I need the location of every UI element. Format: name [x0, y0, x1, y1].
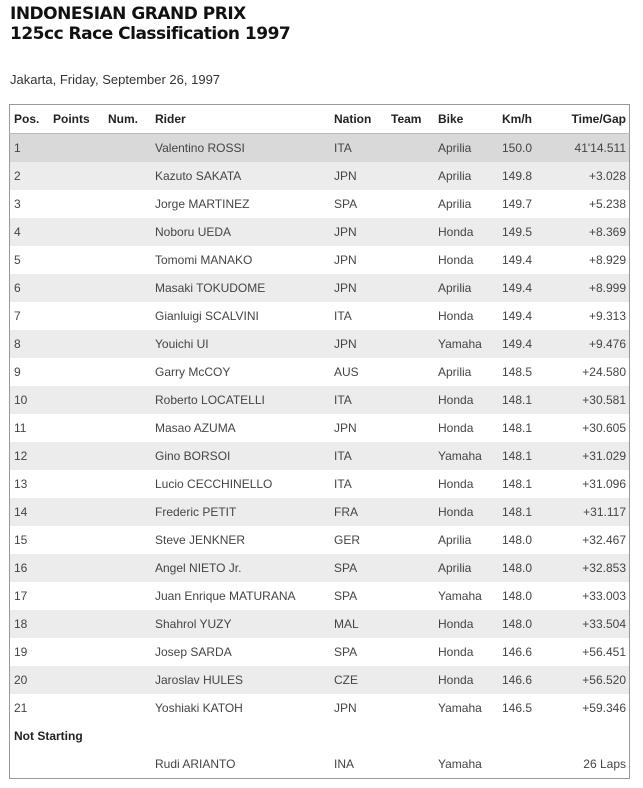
cell-speed: 149.4 [502, 309, 533, 323]
cell-bike: Honda [438, 218, 502, 246]
cell-time-gap: +8.929 [588, 253, 626, 267]
cell-time-gap: 26 Laps [583, 757, 626, 771]
cell-bike: Honda [438, 386, 502, 414]
table-row [10, 442, 630, 470]
table-row [10, 386, 630, 414]
cell-speed: 148.0 [502, 610, 550, 638]
cell-points [53, 134, 108, 163]
cell-points [53, 190, 108, 218]
cell-team [391, 470, 438, 498]
cell-time-gap: +56.451 [582, 645, 626, 659]
cell-bike: Aprilia [438, 365, 472, 379]
cell-nation: ITA [334, 134, 391, 163]
cell-team [391, 750, 438, 779]
cell-team [391, 610, 438, 638]
cell-num [108, 386, 155, 414]
cell-bike: Honda [438, 309, 474, 323]
table-row [10, 302, 630, 330]
cell-time-gap: +9.476 [550, 330, 630, 358]
cell-speed: 148.1 [502, 442, 550, 470]
cell-bike: Yamaha [438, 442, 502, 470]
cell-bike: Honda [438, 253, 474, 267]
cell-rider: Lucio CECCHINELLO [155, 477, 273, 491]
cell-team [391, 638, 438, 666]
cell-speed: 149.4 [502, 253, 533, 267]
cell-rider: Jaroslav HULES [155, 666, 334, 694]
cell-nation: GER [334, 533, 361, 547]
table-row [10, 190, 630, 218]
cell-nation: JPN [334, 421, 357, 435]
cell-points [53, 218, 108, 246]
cell-num [108, 414, 155, 442]
cell-team [391, 162, 438, 190]
cell-speed: 148.1 [502, 498, 550, 526]
cell-bike: Yamaha [438, 589, 482, 603]
table-row [10, 358, 630, 386]
cell-rider: Shahrol YUZY [155, 610, 334, 638]
cell-bike: Honda [438, 645, 474, 659]
cell-speed: 149.7 [502, 197, 533, 211]
cell-team [391, 414, 438, 442]
cell-speed: 148.5 [502, 365, 533, 379]
cell-nation: SPA [334, 589, 358, 603]
column-header-points: Points [53, 105, 108, 134]
cell-rider: Valentino ROSSI [155, 134, 334, 163]
cell-pos: 14 [10, 498, 54, 526]
cell-rider: Gianluigi SCALVINI [155, 309, 259, 323]
cell-team [391, 666, 438, 694]
cell-pos: 13 [14, 477, 28, 491]
cell-num [108, 694, 155, 722]
cell-rider: Jorge MARTINEZ [155, 197, 250, 211]
cell-num [108, 302, 155, 330]
cell-time-gap: +8.369 [550, 218, 630, 246]
not-starting-section [10, 722, 630, 750]
cell-team [391, 302, 438, 330]
cell-num [108, 218, 155, 246]
cell-speed: 148.1 [502, 477, 533, 491]
not-starting-label: Not Starting [14, 729, 83, 743]
cell-team [391, 694, 438, 722]
cell-rider: Kazuto SAKATA [155, 162, 334, 190]
table-row [10, 554, 630, 582]
cell-speed: 148.1 [502, 386, 550, 414]
column-header-rider: Rider [155, 105, 334, 134]
cell-time-gap: +56.520 [550, 666, 630, 694]
cell-pos [10, 750, 54, 779]
cell-bike: Honda [438, 610, 502, 638]
column-header-speed: Km/h [502, 105, 550, 134]
cell-team [391, 358, 438, 386]
cell-team [391, 442, 438, 470]
column-header-team: Team [391, 105, 438, 134]
table-row [10, 582, 630, 610]
cell-rider: Frederic PETIT [155, 498, 334, 526]
cell-num [108, 750, 155, 779]
cell-nation: JPN [334, 218, 391, 246]
cell-nation: JPN [334, 330, 391, 358]
cell-pos: 1 [10, 134, 54, 163]
cell-team [391, 330, 438, 358]
event-subtitle: Jakarta, Friday, September 26, 1997 [10, 72, 221, 87]
cell-num [108, 498, 155, 526]
cell-time-gap: +30.605 [582, 421, 626, 435]
cell-nation: MAL [334, 610, 391, 638]
cell-speed: 148.1 [502, 421, 533, 435]
table-row [10, 134, 630, 163]
cell-time-gap: +33.504 [550, 610, 630, 638]
column-header-pos: Pos. [10, 105, 54, 134]
cell-bike: Honda [438, 477, 474, 491]
cell-time-gap: +30.581 [550, 386, 630, 414]
cell-nation: ITA [334, 442, 391, 470]
table-row [10, 610, 630, 638]
cell-points [53, 582, 108, 610]
cell-num [108, 554, 155, 582]
cell-bike: Yamaha [438, 757, 482, 771]
cell-time-gap: +5.238 [588, 197, 626, 211]
cell-points [53, 694, 108, 722]
cell-rider: Masaki TOKUDOME [155, 274, 334, 302]
cell-pos: 16 [10, 554, 54, 582]
table-row [10, 470, 630, 498]
cell-points [53, 470, 108, 498]
cell-num [108, 358, 155, 386]
cell-rider: Josep SARDA [155, 645, 232, 659]
cell-bike: Aprilia [438, 162, 502, 190]
column-header-time-gap: Time/Gap [550, 105, 630, 134]
cell-bike: Aprilia [438, 274, 502, 302]
cell-nation: JPN [334, 253, 357, 267]
cell-nation: CZE [334, 666, 391, 694]
cell-pos: 12 [10, 442, 54, 470]
cell-pos: 21 [14, 701, 28, 715]
cell-num [108, 442, 155, 470]
cell-nation: INA [334, 757, 355, 771]
cell-rider: Tomomi MANAKO [155, 253, 253, 267]
cell-num [108, 526, 155, 554]
cell-pos: 8 [10, 330, 54, 358]
cell-rider: Youichi UI [155, 330, 334, 358]
cell-speed: 149.4 [502, 330, 550, 358]
cell-time-gap: +33.003 [582, 589, 626, 603]
cell-time-gap: +32.467 [582, 533, 626, 547]
cell-rider: Roberto LOCATELLI [155, 386, 334, 414]
cell-bike: Aprilia [438, 554, 502, 582]
table-row [10, 162, 630, 190]
cell-nation: JPN [334, 274, 391, 302]
cell-num [108, 274, 155, 302]
cell-team [391, 582, 438, 610]
cell-team [391, 190, 438, 218]
cell-team [391, 498, 438, 526]
table-row [10, 750, 630, 779]
cell-pos: 15 [14, 533, 28, 547]
cell-time-gap: +24.580 [582, 365, 626, 379]
cell-speed: 149.5 [502, 218, 550, 246]
cell-pos: 4 [10, 218, 54, 246]
cell-points [53, 666, 108, 694]
page-title [10, 4, 290, 44]
cell-nation: ITA [334, 477, 352, 491]
cell-bike: Yamaha [438, 330, 502, 358]
cell-rider: Steve JENKNER [155, 533, 246, 547]
cell-speed: 148.0 [502, 589, 533, 603]
cell-team [391, 274, 438, 302]
cell-rider: Noboru UEDA [155, 218, 334, 246]
cell-pos: 19 [14, 645, 28, 659]
title-line-2: 125cc Race Classification 1997 [10, 24, 291, 44]
cell-points [53, 274, 108, 302]
cell-team [391, 218, 438, 246]
table-row [10, 638, 630, 666]
table-row [10, 526, 630, 554]
cell-speed: 149.8 [502, 162, 550, 190]
cell-time-gap: 41'14.511 [550, 134, 630, 163]
cell-points [53, 554, 108, 582]
cell-pos: 7 [14, 309, 21, 323]
cell-bike: Honda [438, 666, 502, 694]
table-row [10, 330, 630, 358]
cell-nation: ITA [334, 386, 391, 414]
cell-points [53, 246, 108, 274]
cell-time-gap: +9.313 [588, 309, 626, 323]
column-header-bike: Bike [438, 105, 502, 134]
cell-pos: 20 [10, 666, 54, 694]
cell-nation: JPN [334, 701, 357, 715]
cell-points [53, 610, 108, 638]
cell-team [391, 526, 438, 554]
cell-speed: 148.0 [502, 533, 533, 547]
table-row [10, 246, 630, 274]
cell-pos: 3 [14, 197, 21, 211]
cell-time-gap: +31.096 [582, 477, 626, 491]
cell-rider: Juan Enrique MATURANA [155, 589, 296, 603]
cell-pos: 18 [10, 610, 54, 638]
cell-rider: Gino BORSOI [155, 442, 334, 470]
cell-num [108, 470, 155, 498]
table-row [10, 694, 630, 722]
cell-num [108, 330, 155, 358]
cell-time-gap: +31.029 [550, 442, 630, 470]
cell-nation: SPA [334, 645, 358, 659]
cell-num [108, 162, 155, 190]
cell-pos: 9 [14, 365, 21, 379]
cell-points [53, 526, 108, 554]
cell-speed [502, 750, 550, 779]
cell-nation: ITA [334, 309, 352, 323]
classification-table [9, 104, 630, 779]
cell-pos: 6 [10, 274, 54, 302]
cell-team [391, 246, 438, 274]
title-line-1: INDONESIAN GRAND PRIX [10, 4, 246, 24]
cell-num [108, 190, 155, 218]
cell-num [108, 610, 155, 638]
cell-rider: Rudi ARIANTO [155, 757, 236, 771]
cell-points [53, 414, 108, 442]
cell-rider: Yoshiaki KATOH [155, 701, 243, 715]
cell-rider: Garry McCOY [155, 365, 231, 379]
cell-points [53, 358, 108, 386]
cell-time-gap: +59.346 [582, 701, 626, 715]
cell-speed: 149.4 [502, 274, 550, 302]
cell-team [391, 386, 438, 414]
cell-pos: 5 [14, 253, 21, 267]
cell-num [108, 666, 155, 694]
column-header-nation: Nation [334, 105, 391, 134]
cell-pos: 11 [14, 421, 27, 435]
cell-pos: 10 [10, 386, 54, 414]
cell-points [53, 498, 108, 526]
cell-nation: AUS [334, 365, 359, 379]
cell-time-gap: +3.028 [550, 162, 630, 190]
cell-speed: 146.6 [502, 666, 550, 694]
table-row [10, 666, 630, 694]
cell-points [53, 442, 108, 470]
cell-nation: SPA [334, 554, 391, 582]
cell-num [108, 582, 155, 610]
cell-speed: 146.6 [502, 645, 533, 659]
cell-pos: 17 [14, 589, 28, 603]
cell-bike: Aprilia [438, 197, 472, 211]
table-row [10, 274, 630, 302]
cell-points [53, 162, 108, 190]
cell-nation: SPA [334, 197, 358, 211]
cell-time-gap: +8.999 [550, 274, 630, 302]
cell-bike: Aprilia [438, 533, 472, 547]
table-row [10, 498, 630, 526]
cell-points [53, 330, 108, 358]
cell-nation: JPN [334, 162, 391, 190]
cell-bike: Aprilia [438, 134, 502, 163]
cell-num [108, 246, 155, 274]
cell-speed: 146.5 [502, 701, 533, 715]
cell-time-gap: +31.117 [550, 498, 630, 526]
cell-bike: Yamaha [438, 701, 482, 715]
table-row [10, 218, 630, 246]
cell-rider: Masao AZUMA [155, 421, 236, 435]
cell-team [391, 134, 438, 163]
cell-points [53, 638, 108, 666]
cell-points [53, 302, 108, 330]
column-header-num: Num. [108, 105, 155, 134]
cell-nation: FRA [334, 498, 391, 526]
cell-num [108, 638, 155, 666]
cell-rider: Angel NIETO Jr. [155, 554, 334, 582]
cell-bike: Honda [438, 421, 474, 435]
cell-num [108, 134, 155, 163]
cell-points [53, 386, 108, 414]
cell-points [53, 750, 108, 779]
cell-speed: 148.0 [502, 554, 550, 582]
table-row [10, 414, 630, 442]
cell-team [391, 554, 438, 582]
table-header-row [10, 105, 630, 134]
cell-time-gap: +32.853 [550, 554, 630, 582]
cell-speed: 150.0 [502, 134, 550, 163]
cell-bike: Honda [438, 498, 502, 526]
cell-pos: 2 [10, 162, 54, 190]
